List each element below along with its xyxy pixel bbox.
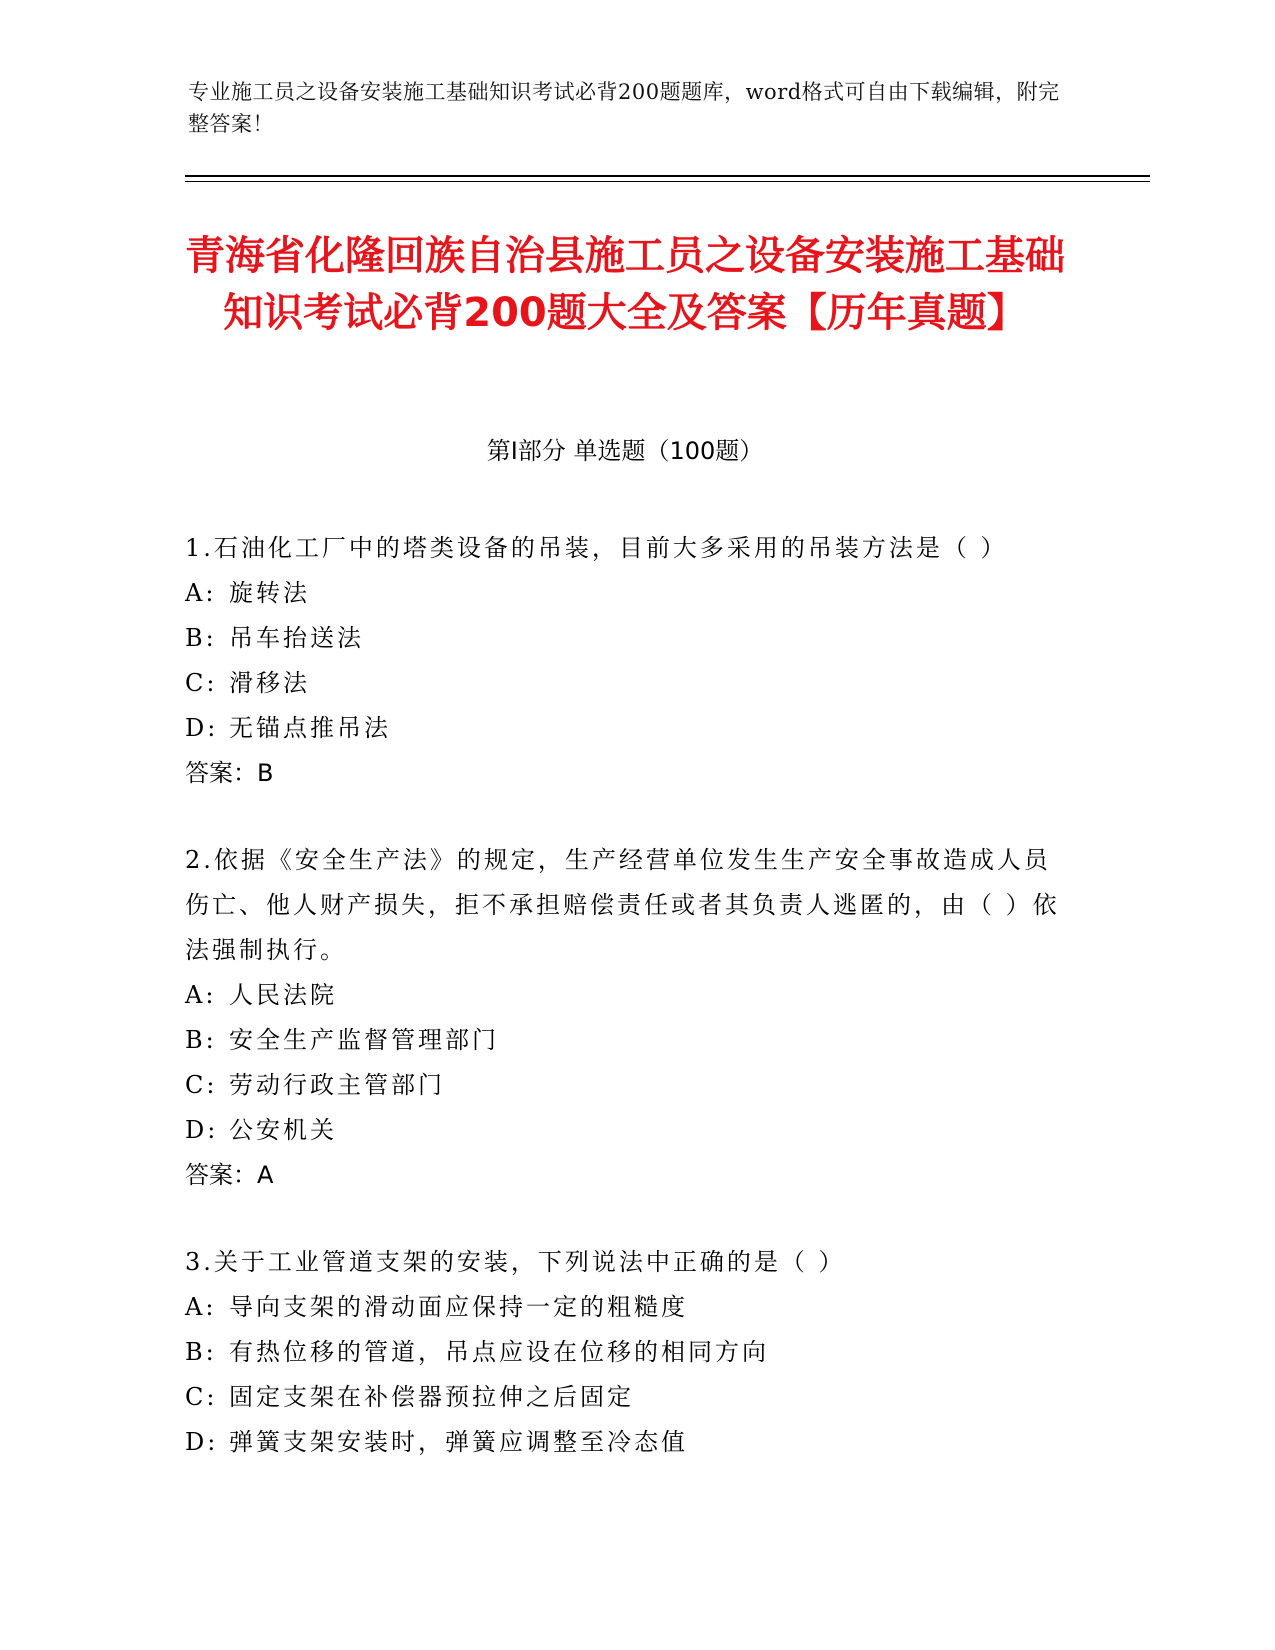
option-key: C: [185,669,218,697]
question-stem: 1.石油化工厂中的塔类设备的吊装，目前大多采用的吊装方法是（ ） [185,534,1008,562]
option-a [185,973,1065,1018]
question-list [185,526,1065,1507]
option-b [185,1330,1065,1375]
option-b [185,1018,1065,1063]
option-a [185,1285,1065,1330]
option-key: D: [185,1116,219,1144]
option-text: 导向支架的滑动面应保持一定的粗糙度 [229,1293,688,1321]
option-key: B: [185,1026,217,1054]
question-stem: 3.关于工业管道支架的安装，下列说法中正确的是（ ） [185,1248,846,1276]
option-key: B: [185,624,217,652]
option-key: D: [185,1428,219,1456]
option-key: C: [185,1383,218,1411]
option-d [185,1420,1065,1465]
option-b [185,616,1065,661]
option-text: 劳动行政主管部门 [229,1071,445,1099]
question-2 [185,838,1065,1198]
option-text: 安全生产监督管理部门 [229,1026,499,1054]
document-title: 青海省化隆回族自治县施工员之设备安装施工基础知识考试必背200题大全及答案【历年真题】 [185,233,1065,336]
option-text: 滑移法 [229,669,310,697]
option-text: 公安机关 [229,1116,337,1144]
option-key: A: [185,579,217,607]
option-key: A: [185,981,217,1009]
option-c [185,1063,1065,1108]
header-divider-thin [185,181,1150,182]
option-text: 有热位移的管道，吊点应设在位移的相同方向 [229,1338,769,1366]
question-3 [185,1240,1065,1465]
option-key: C: [185,1071,218,1099]
option-text: 无锚点推吊法 [229,714,391,742]
option-text: 固定支架在补偿器预拉伸之后固定 [229,1383,634,1411]
answer: 答案：A [185,1161,274,1189]
option-c [185,1375,1065,1420]
option-key: A: [185,1293,217,1321]
option-key: B: [185,1338,217,1366]
option-text: 弹簧支架安装时，弹簧应调整至冷态值 [229,1428,688,1456]
option-text: 人民法院 [229,981,337,1009]
header-divider-thick [185,175,1150,177]
option-c [185,661,1065,706]
header-note: 专业施工员之设备安装施工基础知识考试必背200题题库，word格式可自由下载编辑，附完整答案！ [188,80,1060,136]
option-d [185,706,1065,751]
option-text: 旋转法 [229,579,310,607]
option-a [185,571,1065,616]
option-d [185,1108,1065,1153]
question-stem: 2.依据《安全生产法》的规定，生产经营单位发生生产安全事故造成人员伤亡、他人财产损失，拒不承担赔偿责任或者其负责人逃匿的，由（ ）依法强制执行。 [185,846,1060,964]
question-1 [185,526,1065,796]
section-title: 第I部分 单选题（100题） [486,437,764,465]
option-key: D: [185,714,219,742]
answer: 答案：B [185,759,274,787]
option-text: 吊车抬送法 [229,624,364,652]
